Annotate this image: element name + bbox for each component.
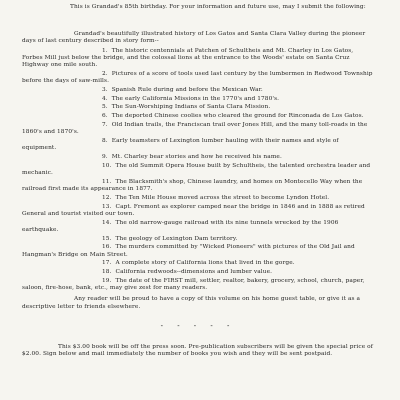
list-item-number: 8. [102, 138, 108, 144]
lead-paragraph: Grandad's beautifully illustrated history of Los Gatos and Santa Clara Valley during the pioneer days of last century described in story form-- [22, 31, 366, 45]
list-item-number: 5. [102, 104, 108, 111]
list-item-text: Early teamsters of Lexington lumber hauling with their names and style of equipment. [22, 138, 339, 152]
list-item [22, 195, 374, 202]
list-item [22, 278, 374, 292]
list-item-number: 18. [102, 269, 112, 276]
list-item-number: 15. [102, 235, 112, 242]
list-item-number: 3. [102, 86, 108, 93]
list-item-number: 6. [102, 113, 108, 120]
list-item-text: The old Summit Opera House built by Schultheis, the talented orchestra leader and mechanic. [22, 162, 371, 176]
list-item-number: 12. [102, 194, 112, 201]
list-item [22, 138, 374, 152]
list-item-text: The Blacksmith's shop, Chinese laundry, and homes on Montecello Way when the railroad first made its appearance in 1877. [22, 178, 363, 192]
list-item-number: 19. [102, 277, 112, 284]
list-item [22, 220, 374, 234]
footer-paragraph: This $3.00 book will be off the press soon. Pre-publication subscribers will be given the special price of $2.00. Sign below and mail immediately the number of books you wish and they will be sent postpaid. [22, 344, 374, 358]
list-item-number: 17. [102, 260, 112, 267]
list-item [22, 260, 374, 267]
list-item-number: 16. [102, 244, 112, 251]
list-item-number: 9. [102, 154, 108, 160]
list-item-text: The Ten Mile House moved across the street to become Lyndon Hotel. [115, 194, 330, 201]
list-item [22, 122, 374, 136]
list-item [22, 87, 374, 94]
list-item-number: 4. [102, 95, 108, 102]
separator: - - - - - [160, 321, 236, 330]
list-item [22, 71, 374, 85]
list-item-text: Spanish Rule during and before the Mexican War. [111, 86, 263, 93]
list-item-number: 2. [102, 70, 108, 77]
list-item-number: 7. [102, 122, 108, 128]
list-item-text: Old Indian trails, the Franciscan trail over Jones Hill, and the many toll-roads in the 1860's and 1870's. [22, 122, 368, 136]
list-item [22, 179, 374, 193]
list-item [22, 96, 374, 103]
list-item [22, 113, 374, 120]
closing-paragraph: Any reader will be proud to have a copy of this volume on his home guest table, or give it as a descriptive letter to friends elsewhere. [22, 296, 361, 310]
list-item [22, 154, 374, 161]
list-item [22, 236, 374, 243]
list-item-text: The deported Chinese coolies who cleared the ground for Rinconada de Los Gatos. [111, 113, 364, 120]
list-item-text: The geology of Lexington Dam territory. [115, 235, 238, 242]
list-item [22, 269, 374, 276]
list-item-text: Capt. Fremont as explorer camped near the bridge in 1846 and in 1888 as retired General and tourist visited our town. [22, 203, 365, 217]
numbered-list [22, 48, 374, 293]
list-item-text: The historic centennials at Patchen of Schultheis and Mt. Charley in Los Gatos, Forbes Mill just below the bridge, and the colossal lions at the entrance to the Woods' estate on Santa Cruz Highway one mile south. [22, 47, 354, 69]
list-item-text: The murders committed by "Wicked Pioneers" with pictures of the Old Jail and Hangman's Bridge on Main Street. [22, 244, 355, 258]
list-item [22, 48, 374, 70]
list-item-number: 1. [102, 47, 108, 54]
list-item-number: 11. [102, 178, 112, 185]
list-item-text: The early California Missions in the 1770's and 1780's. [111, 95, 280, 102]
intro-paragraph: This is Grandad's 85th birthday. For your information and future use, may I submit the following: [70, 4, 366, 10]
list-item-text: The Sun-Worshiping Indians of Santa Clara Mission. [111, 104, 271, 111]
list-item-text: California redwoods--dimensions and lumber value. [115, 269, 273, 276]
list-item-text: Pictures of a score of tools used last century by the lumbermen in Redwood Township before the days of saw-mills. [22, 70, 373, 85]
list-item-text: The old narrow-gauge railroad with its nine tunnels wrecked by the 1906 earthquake. [22, 219, 339, 233]
list-item-number: 14. [102, 219, 112, 226]
list-item-text: Mt. Charley bear stories and how he received his name. [111, 154, 282, 160]
list-item-text: A complete story of California lions that lived in the gorge. [115, 260, 295, 267]
list-item [22, 104, 374, 111]
list-item [22, 163, 374, 177]
list-item-number: 13. [102, 203, 112, 210]
list-item-number: 10. [102, 162, 112, 169]
list-item-text: The date of the FIRST mill, settler, realtor, bakery, grocery, school, church, paper, saloon, fire-hose, bank, etc., may give zest for many readers. [22, 277, 365, 292]
list-item [22, 244, 374, 258]
list-item [22, 204, 374, 218]
